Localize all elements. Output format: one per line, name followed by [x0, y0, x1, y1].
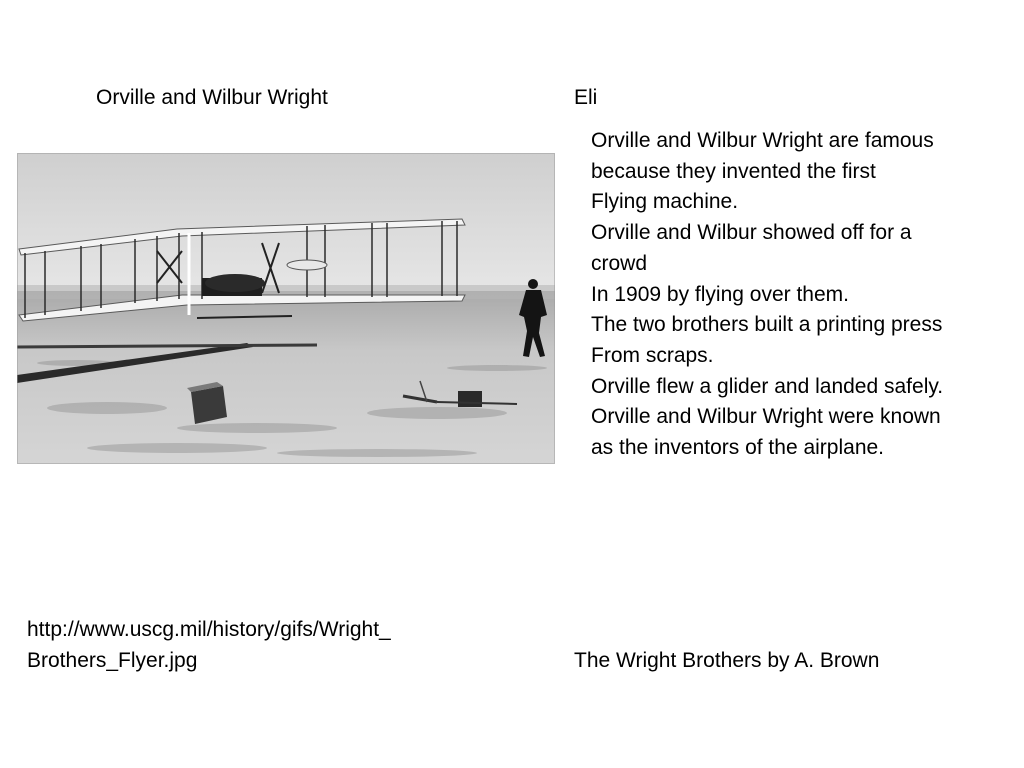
body-line: Orville and Wilbur Wright are famous: [591, 129, 934, 152]
body-line: From scraps.: [591, 343, 714, 367]
body-line: as the inventors of the airplane.: [591, 436, 885, 460]
body-line: In 1909 by flying over them.: [591, 282, 849, 306]
body-line: Orville and Wilbur Wright were known: [591, 405, 941, 429]
wright-flyer-photo: [17, 153, 555, 464]
body-line: Orville and Wilbur showed off for a: [591, 221, 912, 245]
body-line: Flying machine.: [591, 190, 739, 214]
body-line: crowd: [591, 251, 648, 275]
photo-sky: [17, 153, 555, 293]
image-source-caption: [27, 614, 477, 676]
body-text: [591, 126, 1001, 464]
author-name: Eli: [574, 86, 598, 109]
body-line: Orville flew a glider and landed safely.: [591, 374, 944, 398]
slide-title-left: Orville and Wilbur Wright: [96, 86, 328, 109]
image-source-line: Brothers_Flyer.jpg: [27, 649, 198, 672]
body-line: because they invented the first: [591, 159, 876, 183]
body-line: The two brothers built a printing press: [591, 313, 943, 337]
author-credit: The Wright Brothers by A. Brown: [574, 649, 880, 672]
image-source-line: http://www.uscg.mil/history/gifs/Wright_: [27, 618, 391, 641]
